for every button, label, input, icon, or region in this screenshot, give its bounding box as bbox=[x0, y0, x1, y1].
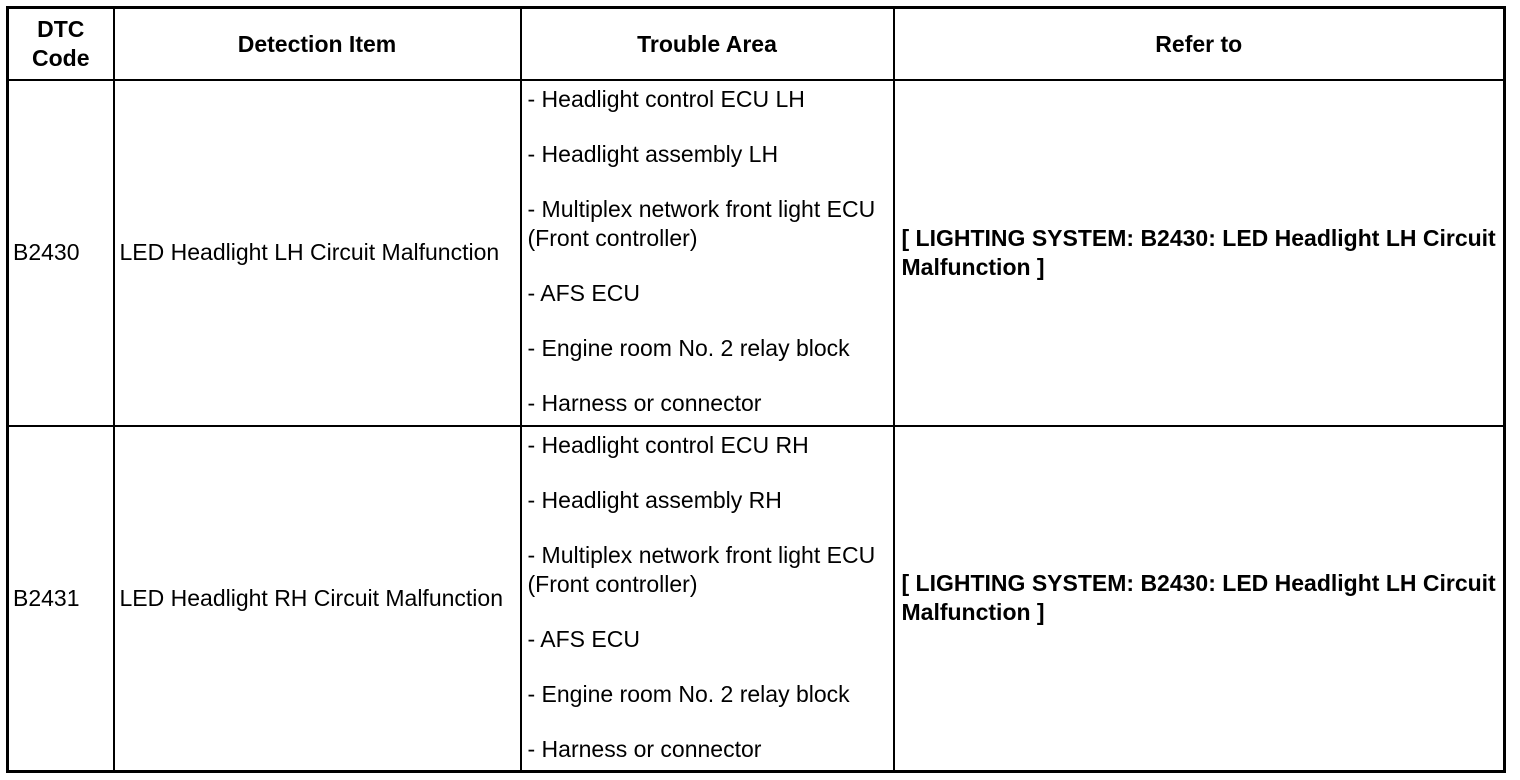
table-row bbox=[8, 80, 1505, 426]
trouble-area-item: - AFS ECU bbox=[527, 280, 640, 306]
trouble-area-item: - Harness or connector bbox=[527, 735, 762, 762]
detection-item-cell: LED Headlight RH Circuit Malfunction bbox=[114, 426, 521, 772]
trouble-area-item: - Headlight control ECU RH bbox=[527, 431, 809, 458]
header-row bbox=[8, 8, 1505, 81]
trouble-area-item: - Multiplex network front light ECU (Front controller) bbox=[527, 196, 876, 251]
refer-to-link[interactable]: [ LIGHTING SYSTEM: B2430: LED Headlight LH Circuit Malfunction ] bbox=[894, 426, 1505, 772]
trouble-area-cell bbox=[521, 80, 894, 426]
header-dtc-code bbox=[8, 8, 114, 81]
header-dtc-code-line2: Code bbox=[32, 45, 90, 71]
dtc-code-cell: B2430 bbox=[8, 80, 114, 426]
detection-item-cell: LED Headlight LH Circuit Malfunction bbox=[114, 80, 521, 426]
trouble-area-item: - Headlight assembly LH bbox=[527, 141, 779, 167]
trouble-area-item: - Headlight control ECU LH bbox=[527, 86, 805, 112]
trouble-area-item: - Engine room No. 2 relay block bbox=[527, 680, 850, 707]
trouble-area-item: - Headlight assembly RH bbox=[527, 486, 782, 513]
table-row bbox=[8, 426, 1505, 772]
header-refer-to: Refer to bbox=[894, 8, 1505, 81]
header-dtc-code-line1: DTC bbox=[37, 16, 85, 42]
trouble-area-item: - Engine room No. 2 relay block bbox=[527, 335, 850, 361]
trouble-area-item: - Multiplex network front light ECU (Front controller) bbox=[527, 541, 876, 597]
header-detection-item: Detection Item bbox=[114, 8, 521, 81]
trouble-area-item: - AFS ECU bbox=[527, 625, 640, 652]
trouble-area-item: - Harness or connector bbox=[527, 390, 762, 416]
dtc-code-cell: B2431 bbox=[8, 426, 114, 772]
dtc-table bbox=[6, 6, 1506, 773]
trouble-area-cell bbox=[521, 426, 894, 772]
refer-to-link[interactable]: [ LIGHTING SYSTEM: B2430: LED Headlight LH Circuit Malfunction ] bbox=[894, 80, 1505, 426]
header-trouble-area: Trouble Area bbox=[521, 8, 894, 81]
